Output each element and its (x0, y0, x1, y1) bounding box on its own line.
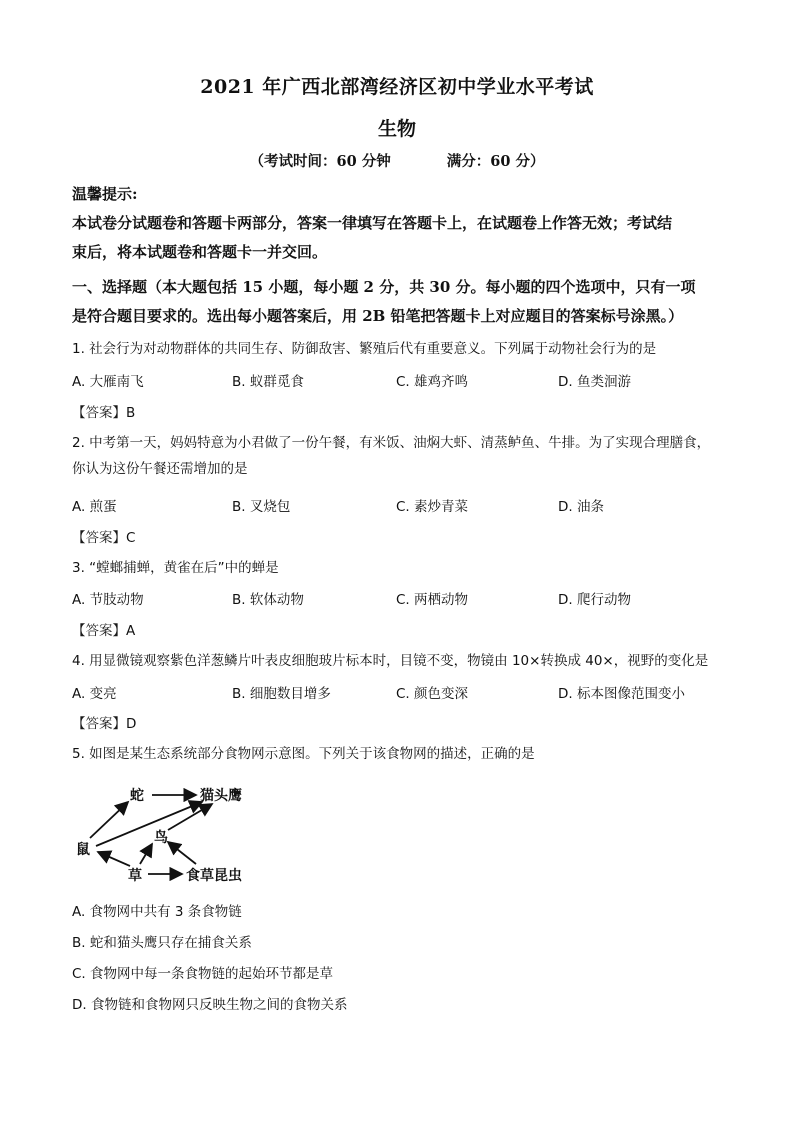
exam-subject: 生物 (377, 118, 416, 140)
arrow-grass-to-mouse (98, 852, 130, 866)
option-a: A. 节肢动物 (72, 592, 144, 608)
question-4-options (72, 682, 732, 706)
option-c: C. 两栖动物 (396, 592, 469, 608)
arrow-insect-to-bird (168, 842, 196, 864)
node-snake: 蛇 (130, 788, 144, 804)
notice-heading: 温馨提示: (72, 185, 138, 203)
answer-value: C (126, 530, 136, 546)
question-3-options (72, 588, 732, 612)
option-c: C. 雄鸡齐鸣 (396, 374, 469, 390)
section-line: 是符合题目要求的。选出每小题答案后，用 2B 铅笔把答题卡上对应题目的答案标号涂黑。） (72, 307, 684, 325)
option-a: A. 煎蛋 (72, 499, 117, 515)
node-bird: 鸟 (154, 830, 168, 846)
arrow-mouse-to-snake (90, 802, 128, 838)
answer-tag: 【答案】 (72, 623, 126, 639)
section-heading (72, 273, 732, 331)
answer-tag: 【答案】 (72, 530, 126, 546)
exam-time: （考试时间：60 分钟 (249, 153, 391, 170)
option-d: D. 爬行动物 (558, 592, 631, 608)
node-owl: 猫头鹰 (200, 788, 242, 804)
option-b: B. 蚁群觅食 (232, 374, 304, 390)
question-1-options (72, 370, 732, 394)
question-5: 5. 如图是某生态系统部分食物网示意图。下列关于该食物网的描述，正确的是 (72, 746, 535, 762)
option-b: B. 细胞数目增多 (232, 686, 331, 702)
option-a: A. 变亮 (72, 686, 117, 702)
node-mouse: 鼠 (76, 842, 90, 858)
answer-2 (72, 526, 135, 546)
option-b: B. 软体动物 (232, 592, 304, 608)
question-3: 3. “螳螂捕蝉，黄雀在后”中的蝉是 (72, 560, 279, 576)
question-1: 1. 社会行为对动物群体的共同生存、防御敌害、繁殖后代有重要意义。下列属于动物社会行为的是 (72, 341, 657, 357)
answer-tag: 【答案】 (72, 405, 126, 421)
answer-tag: 【答案】 (72, 716, 126, 732)
option-d: D. 标本图像范围变小 (558, 686, 685, 702)
arrow-grass-to-bird (140, 844, 152, 864)
answer-3 (72, 619, 135, 639)
question-2-line: 你认为这份午餐还需增加的是 (72, 461, 248, 477)
question-2-options (72, 495, 732, 519)
node-insect: 食草昆虫 (186, 868, 242, 884)
q5-option-a: A. 食物网中共有 3 条食物链 (72, 904, 242, 920)
notice-line: 束后，将本试题卷和答题卡一并交回。 (72, 243, 328, 261)
option-a: A. 大雁南飞 (72, 374, 144, 390)
node-grass: 草 (128, 868, 142, 884)
exam-score: 满分：60 分） (446, 153, 545, 170)
section-line: 一、选择题（本大题包括 15 小题，每小题 2 分，共 30 分。每小题的四个选项中，只有一项 (72, 278, 696, 296)
q5-option-b: B. 蛇和猫头鹰只存在捕食关系 (72, 935, 252, 951)
q5-option-c: C. 食物网中每一条食物链的起始环节都是草 (72, 966, 334, 982)
question-4: 4. 用显微镜观察紫色洋葱鳞片叶表皮细胞玻片标本时，目镜不变，物镜由 10×转换成 40×，视野的变化是 (72, 653, 709, 669)
option-c: C. 颜色变深 (396, 686, 469, 702)
answer-value: B (126, 405, 136, 421)
exam-title: 2021 年广西北部湾经济区初中学业水平考试 (200, 76, 594, 98)
notice-block (72, 180, 732, 267)
answer-value: A (126, 623, 136, 639)
notice-line: 本试卷分试题卷和答题卡两部分，答案一律填写在答题卡上，在试题卷上作答无效；考试结 (72, 214, 673, 232)
answer-1 (72, 401, 135, 421)
question-2-line: 2. 中考第一天，妈妈特意为小君做了一份午餐，有米饭、油焖大虾、清蒸鲈鱼、牛排。为了实现合理膳食， (72, 435, 711, 451)
option-c: C. 素炒青菜 (396, 499, 469, 515)
option-b: B. 叉烧包 (232, 499, 291, 515)
answer-4 (72, 712, 136, 732)
q5-option-d: D. 食物链和食物网只反映生物之间的食物关系 (72, 997, 348, 1013)
answer-value: D (126, 716, 137, 732)
arrow-mouse-to-owl (96, 802, 202, 846)
exam-info (0, 150, 794, 171)
question-2 (72, 430, 732, 482)
option-d: D. 油条 (558, 499, 604, 515)
food-web-diagram (70, 780, 270, 888)
option-d: D. 鱼类洄游 (558, 374, 631, 390)
